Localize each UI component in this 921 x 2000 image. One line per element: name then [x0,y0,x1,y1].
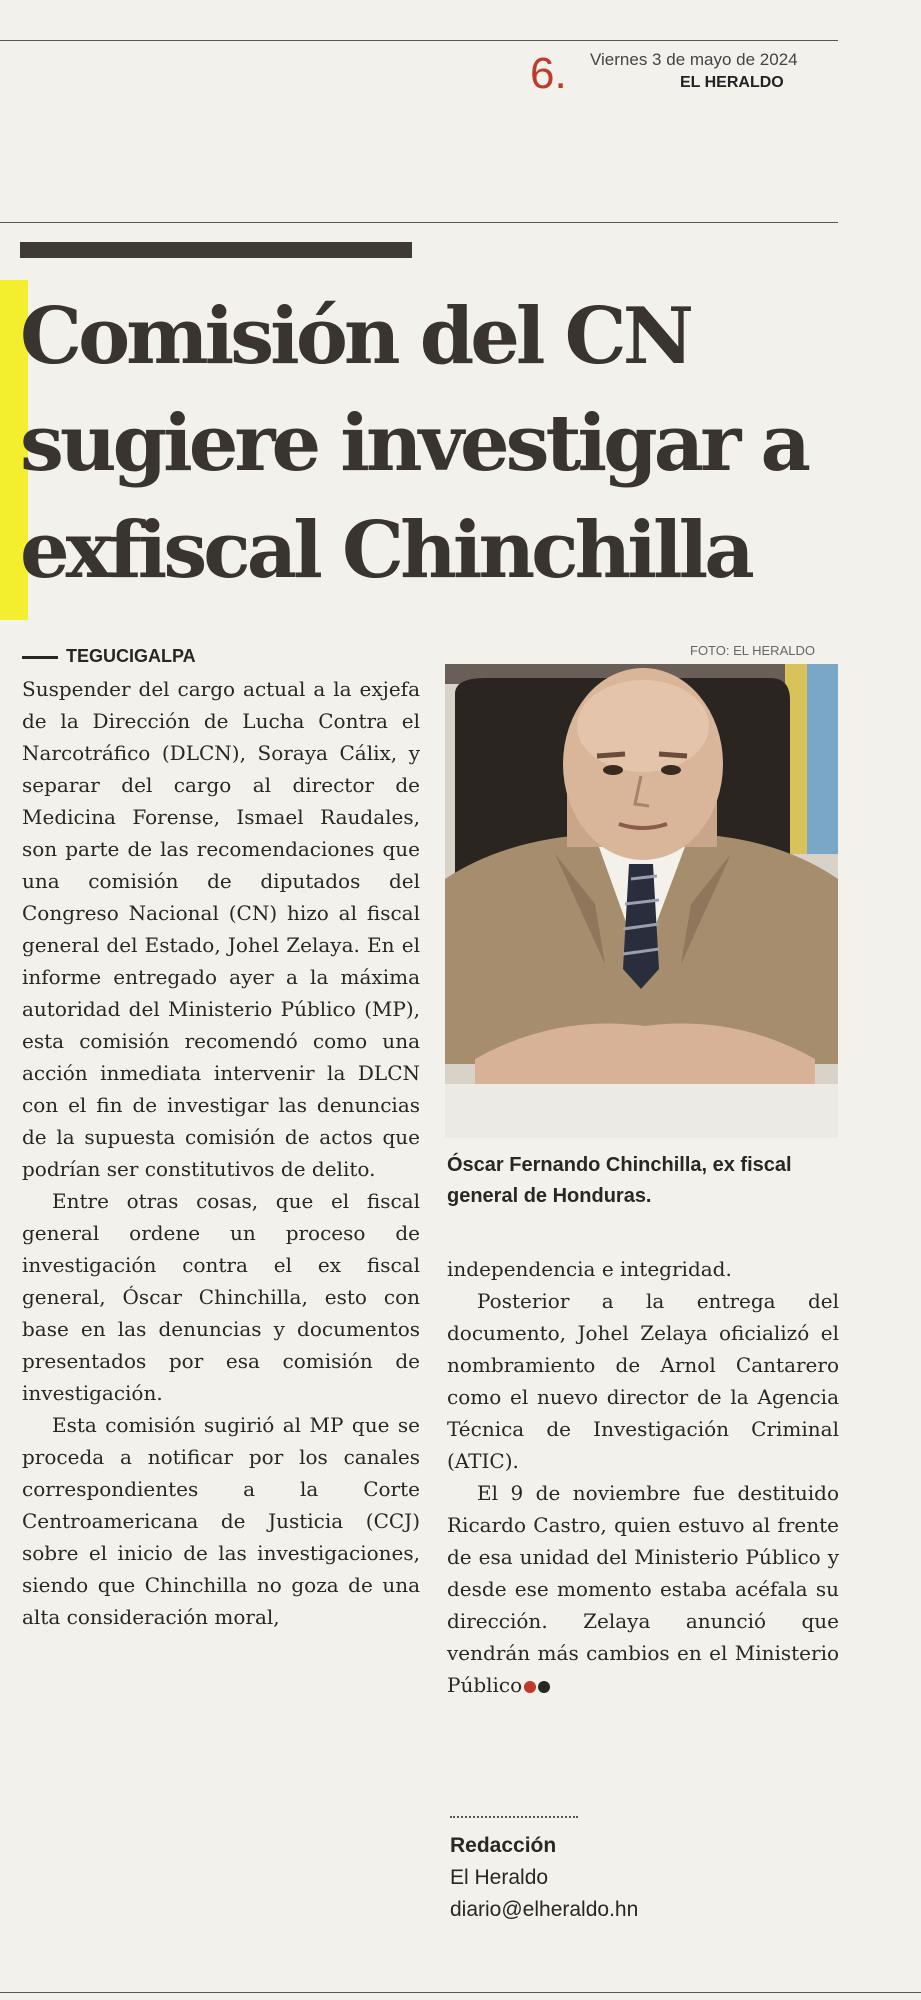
paragraph-3: Esta comisión sugirió al MP que se proceda a notificar por los canales correspondientes a la Corte Centroamericana de Justicia (CCJ) sobre el inicio de las investigaciones, siendo que Chinchilla no goza de una alta consideración moral, [22,1413,420,1629]
paragraph-6 [447,1477,839,1701]
headline [20,283,840,604]
newspaper-name: EL HERALDO [680,74,784,91]
paragraph-6-text: El 9 de noviembre fue destituido Ricardo Castro, quien estuvo al frente de esa unidad del Ministerio Público y desde ese momento estaba acéfala su dirección. Zelaya anunció que vendrán más cambios en el Ministerio Público [447,1481,839,1697]
top-rule [0,40,838,41]
page-number: 6. [530,49,567,98]
paragraph-5: Posterior a la entrega del documento, Johel Zelaya oficializó el nombramiento de Arnol Cantarero como el nuevo director de la Agencia Técnica de Investigación Criminal (ATIC). [447,1289,839,1473]
signature-rule [450,1816,578,1818]
dateline-dash [22,656,58,659]
signature-email: diario@elheraldo.hn [450,1898,639,1921]
section-rule [0,222,838,223]
paragraph-1: Suspender del cargo actual a la exjefa de la Dirección de Lucha Contra el Narcotráfico (DLCN), Soraya Cálix, y separar del cargo al director de Medicina Forense, Ismael Raudales, son parte de las recomendaciones que una comisión de diputados del Congreso Nacional (CN) hizo al fiscal general del Estado, Johel Zelaya. En el informe entregado ayer a la máxima autoridad del Ministerio Público (MP), esta comisión recomendó como una acción inmediata intervenir la DLCN con el fin de investigar las denuncias de la supuesta comisión de actos que podrían ser constitutivos de delito. [22,677,420,1181]
photo-caption: Óscar Fernando Chinchilla, ex fiscal general de Honduras. [447,1154,792,1207]
article-column-left [22,673,420,1633]
bottom-rule [0,1992,921,1993]
signature-paper: El Heraldo [450,1866,549,1889]
headline-line-2: sugiere investigar a [20,398,808,489]
article-column-right [447,1253,839,1701]
paragraph-2: Entre otras cosas, que el fiscal general ordene un proceso de investigación contra el ex fiscal general, Óscar Chinchilla, esto con base en las denuncias y documentos presentados por esa comisión de investigación. [22,1189,420,1405]
headline-line-1: Comisión del CN [20,291,691,382]
article-photo [445,664,838,1138]
end-mark-icon [524,1681,550,1693]
dateline [22,646,196,667]
page-date: Viernes 3 de mayo de 2024 [590,50,798,69]
section-bar [20,242,412,258]
photo-credit: FOTO: EL HERALDO [690,643,815,658]
signature-author: Redacción [450,1834,557,1857]
dateline-city: TEGUCIGALPA [66,646,196,666]
headline-line-3: exfiscal Chinchilla [20,505,751,596]
paragraph-4: independencia e integridad. [447,1257,732,1281]
